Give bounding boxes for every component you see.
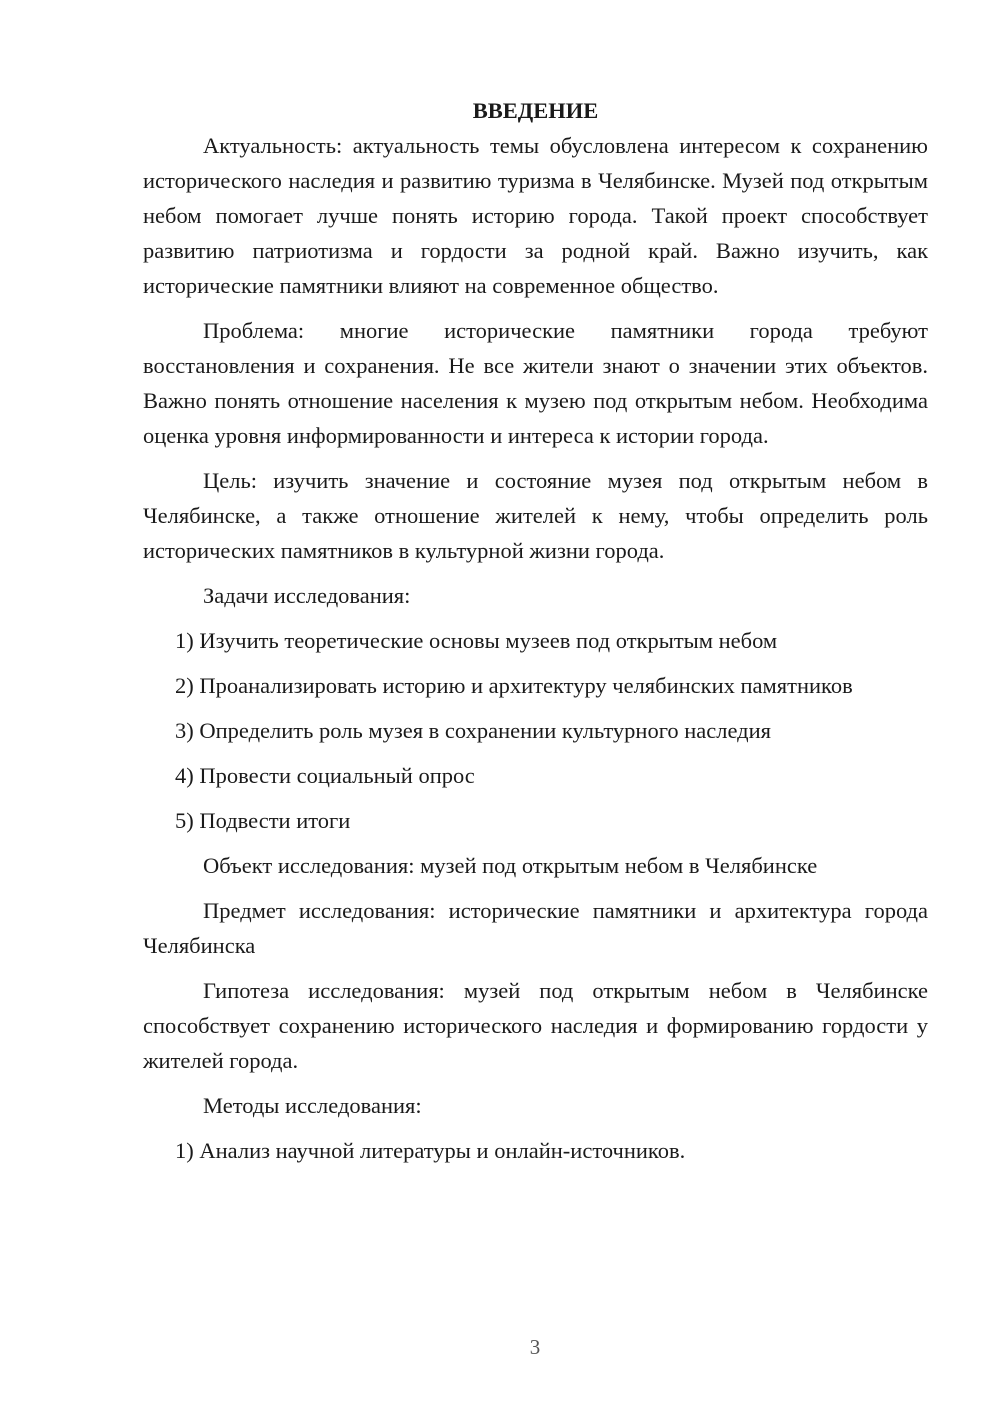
task-item-1: 1) Изучить теоретические основы музеев под открытым небом bbox=[175, 628, 778, 653]
task-item-2: 2) Проанализировать историю и архитектуру челябинских памятников bbox=[175, 673, 853, 698]
paragraph-problem: Проблема: многие исторические памятники города требуют восстановления и сохранения. Не все жители знают о значении этих объектов. Важно понять отношение населения к музею под открытым небом. Необходима оценка уровня информированности и интереса к истории города. bbox=[143, 318, 928, 448]
paragraph-subject: Предмет исследования: исторические памятники и архитектура города Челябинска bbox=[143, 898, 928, 958]
paragraph-goal: Цель: изучить значение и состояние музея под открытым небом в Челябинске, а также отношение жителей к нему, чтобы определить роль исторических памятников в культурной жизни города. bbox=[143, 468, 928, 563]
tasks-title: Задачи исследования: bbox=[203, 583, 411, 608]
task-item-4: 4) Провести социальный опрос bbox=[175, 763, 475, 788]
task-item-3: 3) Определить роль музея в сохранении культурного наследия bbox=[175, 718, 772, 743]
paragraph-object: Объект исследования: музей под открытым небом в Челябинске bbox=[203, 853, 818, 878]
page-number: 3 bbox=[529, 1335, 541, 1359]
document-page bbox=[143, 93, 928, 1168]
methods-title: Методы исследования: bbox=[203, 1093, 422, 1118]
method-item-1: 1) Анализ научной литературы и онлайн-источников. bbox=[175, 1138, 686, 1163]
paragraph-hypothesis: Гипотеза исследования: музей под открытым небом в Челябинске способствует сохранению исторического наследия и формированию гордости у жителей города. bbox=[143, 978, 928, 1073]
task-item-5: 5) Подвести итоги bbox=[175, 808, 351, 833]
paragraph-relevance: Актуальность: актуальность темы обусловлена интересом к сохранению исторического наследия и развитию туризма в Челябинске. Музей под открытым небом помогает лучше понять историю города. Такой проект способствует развитию патриотизма и гордости за родной край. Важно изучить, как исторические памятники влияют на современное общество. bbox=[143, 133, 928, 298]
section-heading: ВВЕДЕНИЕ bbox=[472, 98, 599, 123]
